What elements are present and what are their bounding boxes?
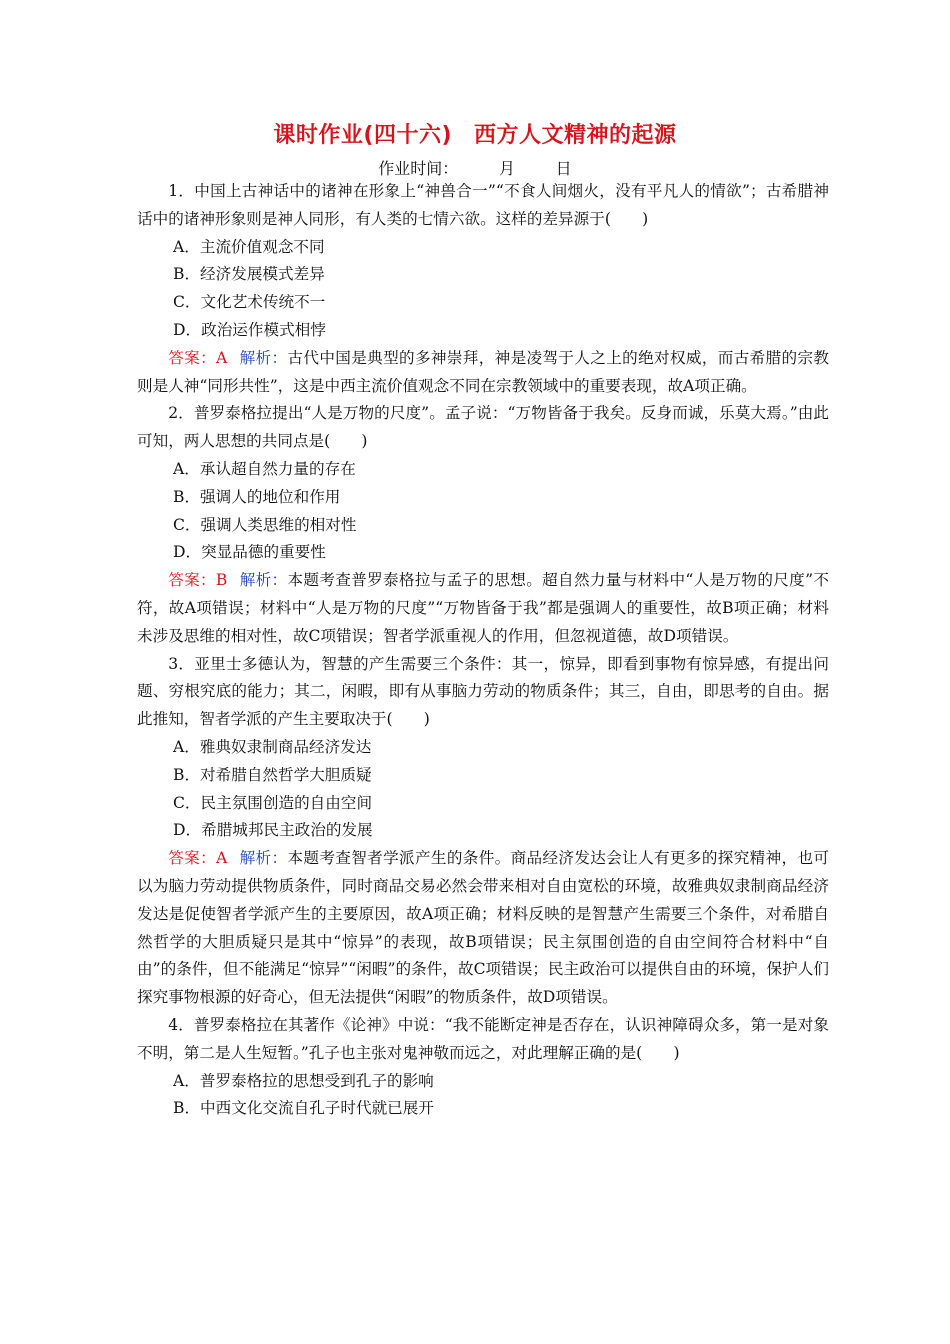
question-1-option-d: D．政治运作模式相悖 xyxy=(173,320,326,339)
question-2-option-d: D．突显品德的重要性 xyxy=(173,543,326,562)
question-1-option-c: C．文化艺术传统不一 xyxy=(173,293,326,312)
question-1-answer xyxy=(137,345,829,401)
question-4-stem: 4．普罗泰格拉在其著作《论神》中说：“我不能断定神是否存在，认识神障碍众多，第一是对象不明，第二是人生短暂。”孔子也主张对鬼神敬而远之，对此理解正确的是( ) xyxy=(137,1015,829,1062)
question-3-option-b: B．对希腊自然哲学大胆质疑 xyxy=(173,765,372,784)
question-1-stem: 1．中国上古神话中的诸神在形象上“神兽合一”“不食人间烟火，没有平凡人的情欲”；古希腊神话中的诸神形象则是神人同形，有人类的七情六欲。这样的差异源于( ) xyxy=(137,182,829,228)
question-4-option-a: A．普罗泰格拉的思想受到孔子的影响 xyxy=(173,1071,434,1090)
assignment-date-line: 作业时间： 月 日 xyxy=(378,159,572,178)
question-2-stem: 2．普罗泰格拉提出“人是万物的尺度”。孟子说：“万物皆备于我矣。反身而诚，乐莫大焉。”由此可知，两人思想的共同点是( ) xyxy=(137,404,829,451)
explanation-text: 本题考查普罗泰格拉与孟子的思想。超自然力量与材料中“人是万物的尺度”不符，故A项错误；材料中“人是万物的尺度”“万物皆备于我”都是强调人的重要性，故B项正确；材料未涉及思维的相对性，故C项错误；智者学派重视人的作用，但忽视道德，故D项错误。 xyxy=(137,571,829,645)
question-2-answer xyxy=(137,567,829,650)
question-3-option-c: C．民主氛围创造的自由空间 xyxy=(173,793,373,812)
question-3-answer xyxy=(137,845,829,1012)
question-3-option-d: D．希腊城邦民主政治的发展 xyxy=(173,821,373,840)
question-2-option-c: C．强调人类思维的相对性 xyxy=(173,515,357,534)
question-3-stem: 3．亚里士多德认为，智慧的产生需要三个条件：其一，惊异，即看到事物有惊异感，有提出问题、穷根究底的能力；其二，闲暇，即有从事脑力劳动的物质条件；其三，自由，即思考的自由。据此推知，智者学派的产生主要取决于( ) xyxy=(137,654,829,729)
answer-label: 答案：B xyxy=(168,571,228,590)
answer-label: 答案：A xyxy=(168,849,228,868)
answer-label: 答案：A xyxy=(168,348,228,367)
question-list xyxy=(137,178,829,1123)
question-3-option-a: A．雅典奴隶制商品经济发达 xyxy=(173,737,372,756)
explanation-label: 解析： xyxy=(239,348,288,367)
question-4-option-b: B．中西文化交流自孔子时代就已展开 xyxy=(173,1099,434,1118)
explanation-text: 本题考查智者学派产生的条件。商品经济发达会让人有更多的探究精神，也可以为脑力劳动提供物质条件，同时商品交易必然会带来相对自由宽松的环境，故雅典奴隶制商品经济发达是促使智者学派产生的主要原因，故A项正确；材料反映的是智慧产生需要三个条件，对希腊自然哲学的大胆质疑只是其中“惊异”的表现，故B项错误；民主氛围创造的自由空间符合材料中“自由”的条件，但不能满足“惊异”“闲暇”的条件，故C项错误；民主政治可以提供自由的环境，保护人们探究事物根源的好奇心，但无法提供“闲暇”的物质条件，故D项错误。 xyxy=(137,849,829,1007)
page-title xyxy=(0,118,950,149)
title-part-2: 西方人文精神的起源 xyxy=(474,123,677,148)
question-2-option-b: B．强调人的地位和作用 xyxy=(173,487,341,506)
question-1-option-a: A．主流价值观念不同 xyxy=(173,237,325,256)
explanation-label: 解析： xyxy=(239,571,288,590)
question-2-option-a: A．承认超自然力量的存在 xyxy=(173,459,356,478)
title-part-1: 课时作业(四十六) xyxy=(273,123,453,148)
question-1-option-b: B．经济发展模式差异 xyxy=(173,265,325,284)
explanation-text: 古代中国是典型的多神崇拜，神是凌驾于人之上的绝对权威，而古希腊的宗教则是人神“同形共性”，这是中西主流价值观念不同在宗教领域中的重要表现，故A项正确。 xyxy=(137,348,829,395)
explanation-label: 解析： xyxy=(239,849,288,868)
